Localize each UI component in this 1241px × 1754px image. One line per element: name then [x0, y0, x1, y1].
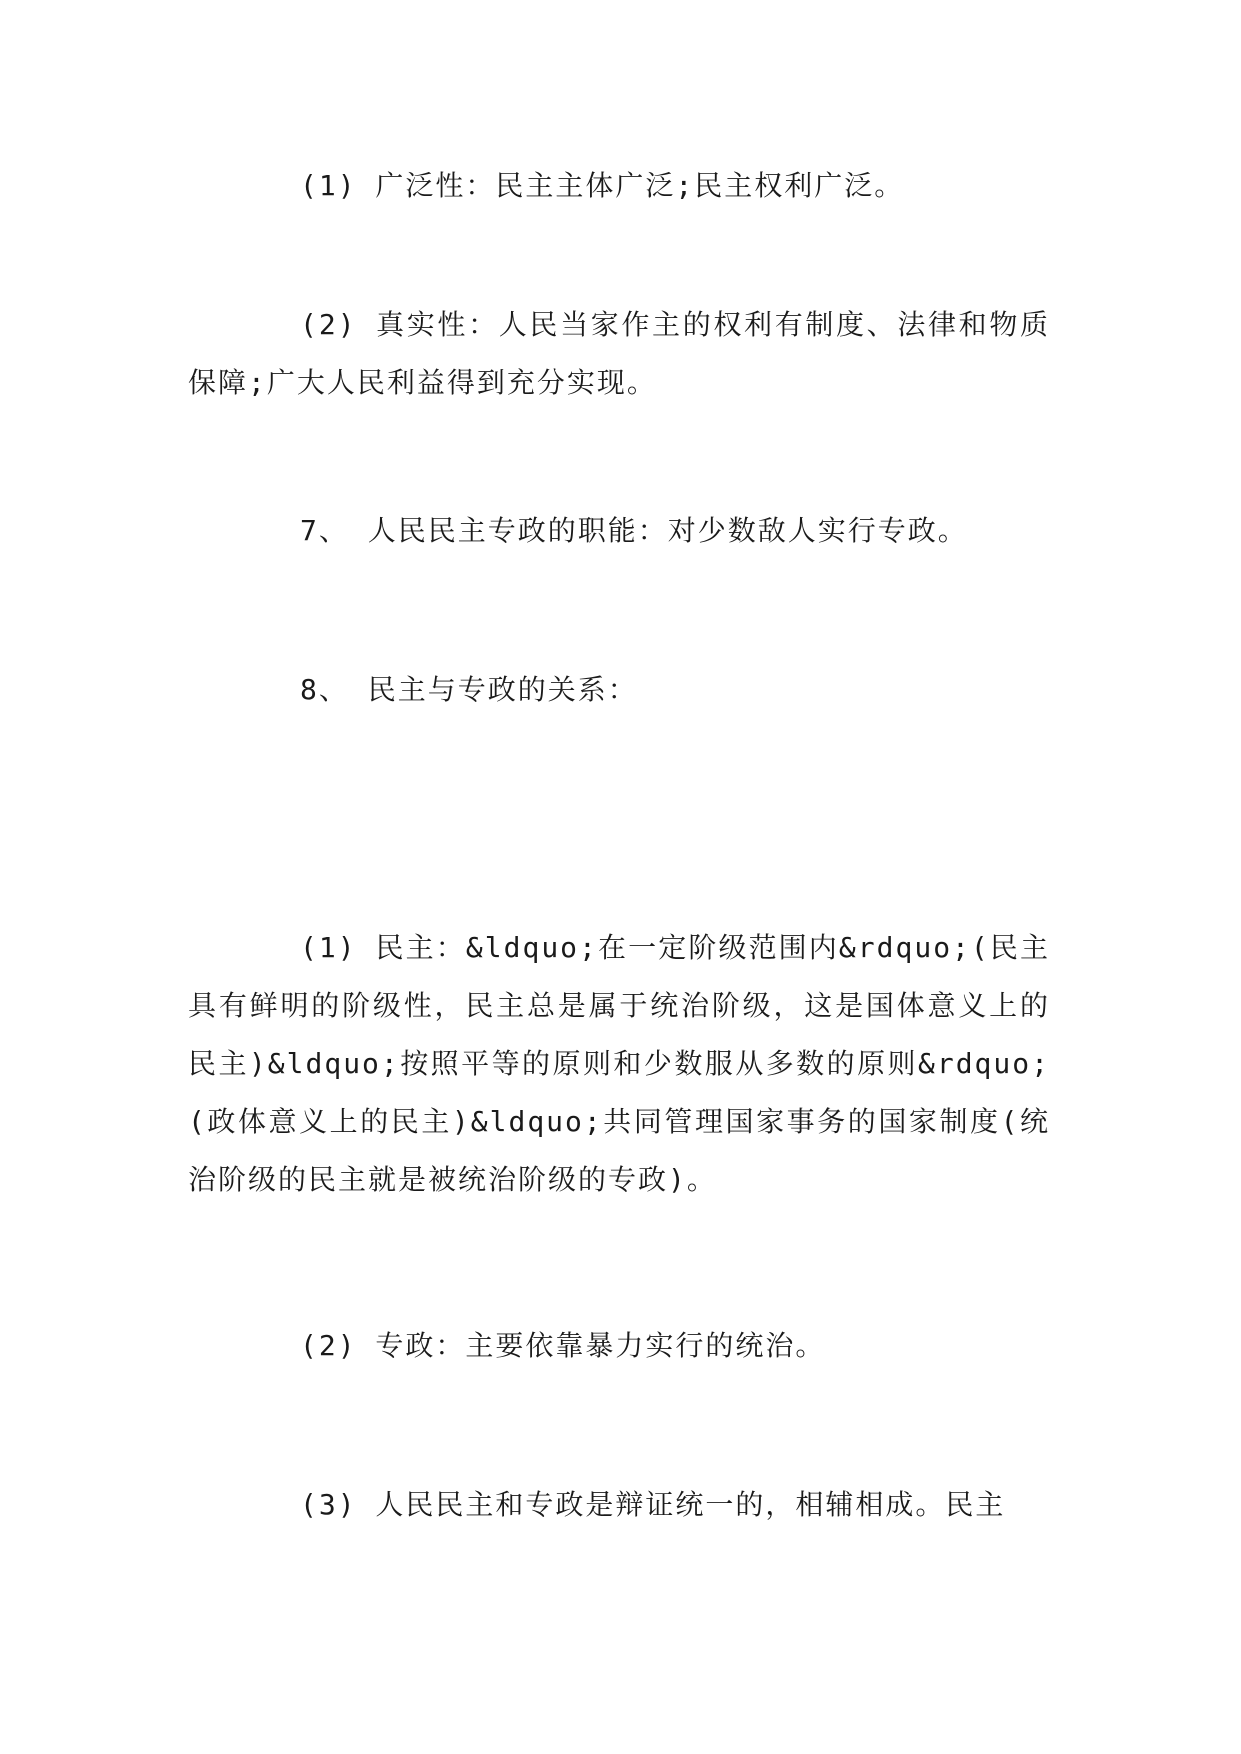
paragraph-item-8: 8、 民主与专政的关系： — [300, 673, 638, 706]
paragraph-democracy: (1) 民主：&ldquo;在一定阶级范围内&rdquo;(民主具有鲜明的阶级性，民主总是属于统治阶级，这是国体意义上的民主)&ldquo;按照平等的原则和少数服从多数的原则&rdquo;(政体意义上的民主)&ldquo;共同管理国家事务的国家制度(统治阶级的民主就是被统治阶级的专政)。 — [188, 931, 1050, 1196]
paragraph-dictatorship: (2) 专政：主要依靠暴力实行的统治。 — [300, 1329, 826, 1362]
paragraph-breadth: (1) 广泛性：民主主体广泛;民主权利广泛。 — [300, 169, 905, 202]
paragraph-item-7: 7、 人民民主专政的职能：对少数敌人实行专政。 — [300, 514, 968, 547]
paragraph-authenticity: (2) 真实性：人民当家作主的权利有制度、法律和物质保障;广大人民利益得到充分实现。 — [188, 308, 1050, 399]
paragraph-dialectical-unity: (3) 人民民主和专政是辩证统一的，相辅相成。民主 — [300, 1488, 1006, 1521]
